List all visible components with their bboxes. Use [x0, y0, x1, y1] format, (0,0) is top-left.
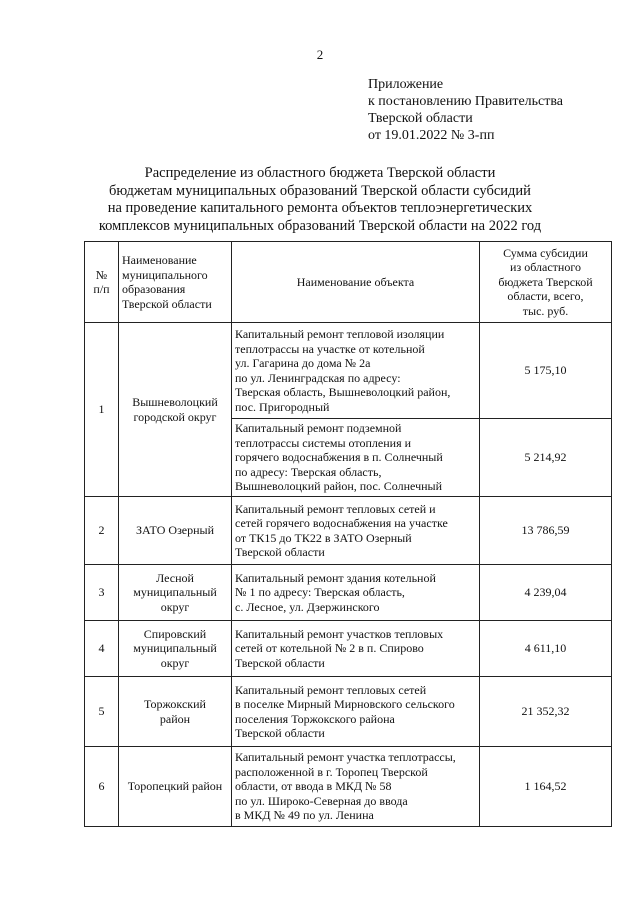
- row-number: 6: [85, 747, 119, 827]
- row-number: 3: [85, 565, 119, 621]
- sum-cell: 5 214,92: [480, 419, 612, 497]
- header-line: п/п: [93, 282, 110, 296]
- appendix-block: [368, 76, 563, 144]
- table-row: [85, 323, 612, 419]
- object-line: Тверская область, Вышневолоцкий район,: [235, 385, 451, 399]
- header-line: бюджета Тверской: [498, 274, 593, 289]
- object-line: теплотрассы системы отопления и: [235, 435, 412, 450]
- object-cell: [232, 747, 480, 827]
- object-line: пос. Пригородный: [235, 399, 330, 414]
- object-line: расположенной в г. Торопец Тверской: [235, 764, 428, 779]
- municipality-line: муниципальный: [133, 585, 217, 600]
- table-row: [85, 621, 612, 677]
- header-line: Тверской области: [122, 296, 212, 311]
- object-line: с. Лесное, ул. Дзержинского: [235, 599, 380, 614]
- object-line: от ТК15 до ТК22 в ЗАТО Озерный: [235, 530, 412, 545]
- municipality-line: муниципальный: [133, 641, 217, 656]
- table-row: [85, 747, 612, 827]
- object-line: Тверской области: [235, 545, 325, 559]
- municipality-cell: [119, 747, 232, 827]
- row-number: 2: [85, 497, 119, 565]
- object-cell: [232, 497, 480, 565]
- row-number: 1: [85, 323, 119, 497]
- table-row: [85, 677, 612, 747]
- sum-cell: 13 786,59: [480, 497, 612, 565]
- header-line: Наименование: [122, 253, 197, 267]
- row-number: 5: [85, 677, 119, 747]
- header-object: [232, 242, 480, 323]
- appendix-line: Приложение: [368, 77, 444, 92]
- object-line: Капитальный ремонт участков тепловых: [235, 626, 444, 641]
- object-line: в поселке Мирный Мирновского сельского: [235, 697, 455, 711]
- object-cell: [232, 677, 480, 747]
- object-line: № 1 по адресу: Тверская область,: [235, 585, 405, 600]
- object-line: по ул. Широко-Северная до ввода: [235, 793, 408, 808]
- object-line: по адресу: Тверская область,: [235, 464, 382, 479]
- header-line: из областного: [510, 260, 581, 275]
- municipality-cell: [119, 497, 232, 565]
- header-municipality: [119, 242, 232, 323]
- municipality-line: округ: [160, 599, 190, 614]
- object-line: Капитальный ремонт тепловых сетей и: [235, 501, 436, 516]
- appendix-line: Тверской области: [368, 111, 473, 126]
- object-cell: [232, 565, 480, 621]
- header-line: Наименование объекта: [296, 274, 415, 289]
- municipality-line: городской округ: [133, 409, 217, 424]
- document-title: [0, 165, 640, 235]
- municipality-cell: [119, 565, 232, 621]
- object-cell: [232, 323, 480, 419]
- subsidy-table: [84, 241, 612, 827]
- header-line: тыс. руб.: [522, 303, 569, 318]
- sum-cell: 4 611,10: [480, 621, 612, 677]
- header-line: Сумма субсидии: [503, 245, 588, 260]
- title-line: комплексов муниципальных образований Тверской области на 2022 год: [98, 217, 542, 234]
- object-line: теплотрассы на участке от котельной: [235, 341, 425, 356]
- object-line: Капитальный ремонт подземной: [235, 421, 402, 436]
- appendix-line: от 19.01.2022 № 3-пп: [368, 128, 495, 143]
- appendix-line: к постановлению Правительства: [368, 94, 564, 109]
- header-line: муниципального: [122, 267, 208, 282]
- object-line: ул. Гагарина до дома № 2а: [235, 356, 371, 370]
- page-number: 2: [316, 47, 324, 62]
- municipality-line: Торопецкий район: [127, 779, 223, 794]
- municipality-cell: [119, 323, 232, 497]
- municipality-line: район: [159, 711, 191, 726]
- header-line: области, всего,: [507, 289, 584, 304]
- table-header-row: [85, 242, 612, 323]
- object-line: Тверской области: [235, 655, 325, 670]
- table-row: [85, 565, 612, 621]
- header-sum: [480, 242, 612, 323]
- sum-cell: 4 239,04: [480, 565, 612, 621]
- municipality-line: Торжокский: [144, 697, 206, 711]
- object-line: сетей горячего водоснабжения на участке: [235, 516, 448, 530]
- object-line: в МКД № 49 по ул. Ленина: [235, 808, 374, 823]
- object-line: Вышневолоцкий район, пос. Солнечный: [235, 479, 443, 494]
- object-line: Капитальный ремонт участка теплотрассы,: [235, 750, 456, 765]
- header-number: [85, 242, 119, 323]
- object-line: поселения Торжокского района: [235, 711, 395, 726]
- municipality-line: Лесной: [156, 570, 194, 585]
- object-line: Капитальный ремонт здания котельной: [235, 570, 436, 585]
- title-line: бюджетам муниципальных образований Тверской области субсидий: [109, 182, 531, 199]
- municipality-cell: [119, 677, 232, 747]
- title-line: Распределение из областного бюджета Тверской области: [144, 165, 496, 181]
- header-line: образования: [122, 282, 186, 296]
- title-line: на проведение капитального ремонта объектов теплоэнергетических: [107, 200, 533, 216]
- object-line: области, от ввода в МКД № 58: [235, 779, 392, 794]
- object-cell: [232, 419, 480, 497]
- municipality-cell: [119, 621, 232, 677]
- sum-cell: 5 175,10: [480, 323, 612, 419]
- municipality-line: Вышневолоцкий: [132, 395, 218, 409]
- object-line: Капитальный ремонт тепловых сетей: [235, 682, 427, 697]
- row-number: 4: [85, 621, 119, 677]
- municipality-line: ЗАТО Озерный: [135, 523, 215, 538]
- municipality-line: Спировский: [143, 626, 207, 641]
- object-line: горячего водоснабжения в п. Солнечный: [235, 450, 443, 465]
- object-cell: [232, 621, 480, 677]
- object-line: Капитальный ремонт тепловой изоляции: [235, 327, 445, 341]
- sum-cell: 1 164,52: [480, 747, 612, 827]
- object-line: Тверской области: [235, 726, 325, 740]
- sum-cell: 21 352,32: [480, 677, 612, 747]
- table-row: [85, 497, 612, 565]
- object-line: по ул. Ленинградская по адресу:: [235, 370, 401, 385]
- object-line: сетей от котельной № 2 в п. Спирово: [235, 641, 424, 656]
- municipality-line: округ: [160, 655, 190, 670]
- header-line: №: [95, 267, 108, 282]
